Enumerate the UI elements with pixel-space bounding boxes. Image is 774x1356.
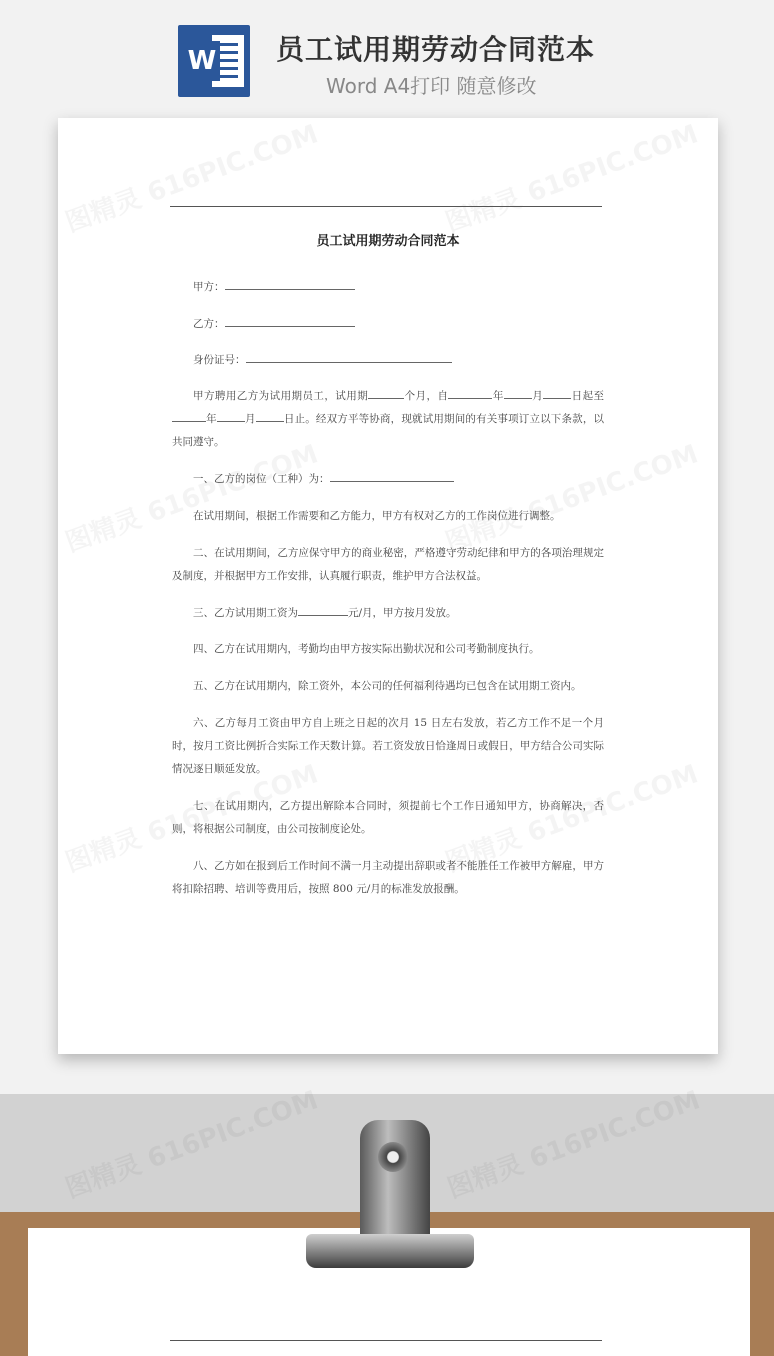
clipboard-preview [0, 1094, 774, 1356]
document-title: 员工试用期劳动合同范本 [316, 234, 460, 249]
sheet-rule [170, 1340, 602, 1341]
word-doc-icon [178, 25, 250, 97]
header-rule [170, 206, 602, 207]
party-a-line: 甲方： [172, 276, 604, 299]
clause-3: 三、乙方试用期工资为 元/月，甲方按月发放。 [193, 607, 457, 619]
clause-7: 七、在试用期内，乙方提出解除本合同时，须提前七个工作日通知甲方，协商解决，否则，将根据公司制度，由公司按制度论处。 [172, 800, 604, 835]
watermark [442, 1080, 705, 1206]
watermark [440, 114, 703, 240]
intro-paragraph: 甲方聘用乙方为试用期员工，试用期 个月，自 年 月 日起至年 月 日止。经双方平等协商，现就试用期间的有关事项订立以下条款，以共同遵守。 [172, 390, 605, 448]
page-title: 员工试用期劳动合同范本 [276, 33, 596, 66]
clause-2: 二、在试用期间，乙方应保守甲方的商业秘密，严格遵守劳动纪律和甲方的各项治理规定及制度，并根据甲方工作安排，认真履行职责，维护甲方合法权益。 [172, 547, 604, 582]
binder-clip-base [306, 1234, 474, 1268]
document-page [58, 118, 718, 1054]
header [0, 0, 774, 110]
clause-8: 八、乙方如在报到后工作时间不满一月主动提出辞职或者不能胜任工作被甲方解雇，甲方将扣除招聘、培训等费用后，按照 800 元/月的标准发放报酬。 [172, 860, 604, 895]
clause-5: 五、乙方在试用期内，除工资外，本公司的任何福利待遇均已包含在试用期工资内。 [193, 680, 582, 692]
page-subtitle: Word A4打印 随意修改 [326, 74, 537, 98]
binder-clip-hole [378, 1142, 408, 1172]
clause-6: 六、乙方每月工资由甲方自上班之日起的次月 15 日左右发放，若乙方工作不足一个月时，按月工资比例折合实际工作天数计算。若工资发放日恰逢周日或假日，甲方结合公司实际情况逐日顺延发放。 [172, 717, 604, 775]
clause-1: 一、乙方的岗位（工种）为： [172, 468, 604, 491]
id-number-line: 身份证号： [172, 349, 604, 372]
watermark [60, 114, 323, 240]
word-letter: W [184, 41, 220, 81]
clause-4: 四、乙方在试用期内，考勤均由甲方按实际出勤状况和公司考勤制度执行。 [193, 643, 540, 655]
watermark [60, 1080, 323, 1206]
party-b-line: 乙方： [172, 313, 604, 336]
clause-1b: 在试用期间，根据工作需要和乙方能力，甲方有权对乙方的工作岗位进行调整。 [193, 510, 561, 522]
binder-clip-icon [360, 1120, 430, 1240]
